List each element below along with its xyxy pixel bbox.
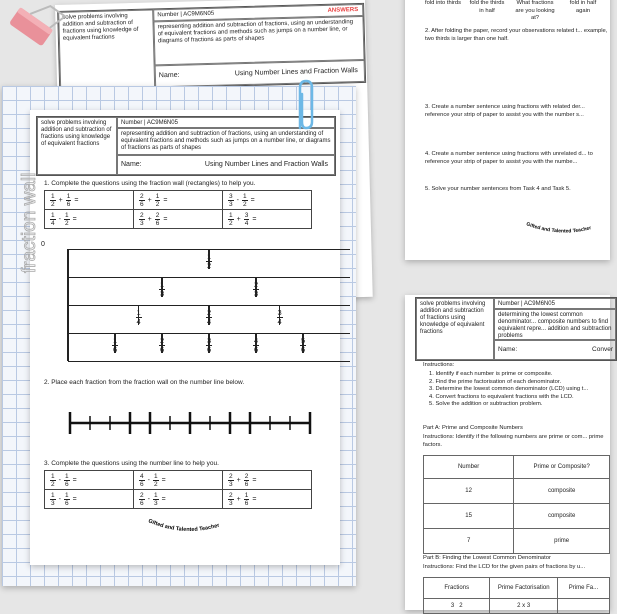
- rtop-q4: 4. Create a number sentence using fractions with unrelated d... to reference your strip of paper to assist you with the numbe...: [425, 151, 593, 165]
- answer-cell[interactable]: prime: [514, 529, 610, 554]
- operator: -: [236, 196, 239, 204]
- fraction: $\frac{2}{3}$: [229, 472, 233, 488]
- wall-label: [205, 337, 213, 354]
- table-row: [45, 471, 312, 490]
- operator: +: [236, 495, 241, 503]
- fraction: $\frac{1}{2}$: [51, 192, 55, 208]
- equals-sign: =: [252, 476, 257, 484]
- wall-zero-label: 0: [41, 241, 45, 248]
- col-number: Number: [424, 456, 514, 479]
- front-name-row: Name: Using Number Lines and Fraction Walls: [117, 155, 335, 175]
- back-title: Using Number Lines and Fraction Walls: [234, 67, 358, 78]
- equation-cell[interactable]: [223, 191, 312, 210]
- wall-fraction: $\frac{2}{6}$: [160, 336, 165, 354]
- fraction: $\frac{1}{6}$: [66, 192, 71, 208]
- fraction: $\frac{1}{2}$: [155, 192, 160, 208]
- front-strand: solve problems involving addition and subtraction of fractions using knowledge of equivalent fractions: [37, 117, 117, 175]
- right-bottom-worksheet: [405, 295, 613, 610]
- rtop-q2: 2. After folding the paper, record your observations related t... example, two thirds is larger than one half.: [425, 28, 608, 42]
- equals-sign: =: [252, 495, 257, 503]
- wall-fraction: $\frac{5}{6}$: [301, 336, 306, 354]
- rbot-partB-instr: Instructions: Find the LCD for the given pairs of fractions by u...: [423, 564, 586, 570]
- fraction: $\frac{1}{6}$: [64, 472, 69, 488]
- fraction: $\frac{1}{3}$: [153, 491, 158, 507]
- fraction: $\frac{2}{6}$: [140, 491, 144, 507]
- rbot-instructions-label: Instructions:: [423, 362, 455, 368]
- instruction-step: 1. Identify if each number is prime or composite.: [429, 371, 553, 377]
- fraction: $\frac{1}{2}$: [153, 472, 158, 488]
- back-strand: solve problems involving addition and subtraction of fractions using knowledge of equivalent fractions: [58, 9, 155, 89]
- equals-sign: =: [163, 196, 168, 204]
- table-row: [45, 210, 312, 229]
- lcd-table: [423, 577, 610, 614]
- right-top-worksheet: [405, 0, 610, 260]
- table-header: [424, 456, 610, 479]
- wall-label: [299, 337, 307, 354]
- wall-row-3: [68, 277, 350, 306]
- pf-cell[interactable]: 2 x 3: [490, 599, 557, 614]
- question-1: 1. Complete the questions using the fraction wall (rectangles) to help you.: [44, 180, 256, 187]
- question-3: 3. Complete the questions using the number line to help you.: [44, 460, 219, 467]
- fraction: $\frac{1}{3}$: [51, 491, 55, 507]
- wall-fraction: $\frac{1}{4}$: [136, 308, 141, 326]
- prime-table: [423, 455, 610, 554]
- table-row: [424, 504, 610, 529]
- fraction: $\frac{3}{3}$: [229, 192, 233, 208]
- back-name-row: Name: Using Number Lines and Fraction Walls: [155, 60, 366, 87]
- fraction: $\frac{3}{4}$: [244, 211, 249, 227]
- col-fold-half: fold the thirds in half: [469, 0, 505, 14]
- equation-cell[interactable]: [134, 471, 223, 490]
- number-line: [60, 408, 320, 438]
- operator: -: [147, 476, 150, 484]
- back-descriptor: representing addition and subtraction of fractions, using an understanding of equivalent fractions and methods such as jumps on a number line, or diagrams of fractions as parts of shapes: [153, 16, 364, 65]
- table-row: [424, 529, 610, 554]
- fraction: $\frac{1}{2}$: [64, 211, 69, 227]
- instruction-step: 3. Determine the lowest common denominator (LCD) using t...: [429, 386, 589, 392]
- fraction: $\frac{1}{6}$: [64, 491, 69, 507]
- wall-fraction: $\frac{1}{3}$: [160, 280, 165, 298]
- col-3: Prime Fa...: [557, 578, 609, 599]
- wall-label: [252, 281, 260, 298]
- col-fold-again: fold in half again: [569, 0, 597, 14]
- instruction-step: 5. Solve the addition or subtraction problem.: [429, 401, 543, 407]
- rtop-q5: 5. Solve your number sentences from Task 4 and Task 5.: [425, 186, 571, 192]
- fraction-table-1: [44, 190, 312, 229]
- rtop-q3: 3. Create a number sentence using fractions with related der... reference your strip of paper to assist you with the number s...: [425, 104, 585, 118]
- equation-cell[interactable]: [134, 191, 223, 210]
- fraction: $\frac{1}{2}$: [229, 211, 233, 227]
- table-header: [424, 578, 610, 599]
- number-cell: 7: [424, 529, 514, 554]
- table-row: [45, 490, 312, 509]
- rbot-partA: Part A: Prime and Composite Numbers: [423, 425, 523, 431]
- wall-fraction: $\frac{2}{4}$: [207, 308, 212, 326]
- fraction: $\frac{2}{3}$: [140, 211, 144, 227]
- operator: +: [147, 215, 152, 223]
- answer-cell[interactable]: composite: [514, 479, 610, 504]
- wall-label: [111, 337, 119, 354]
- equation-cell[interactable]: [134, 210, 223, 229]
- fraction: $\frac{2}{6}$: [140, 192, 144, 208]
- wall-label: [276, 309, 284, 326]
- col-fractions: Fractions: [424, 578, 490, 599]
- binder-clip-icon: [2, 2, 82, 62]
- equals-sign: =: [163, 215, 168, 223]
- rbot-name-row: Name: Conver: [494, 340, 616, 360]
- equals-sign: =: [250, 196, 255, 204]
- svg-text:Gifted and Talented Teacher: Gifted and Talented Teacher: [525, 222, 592, 235]
- wall-row-6: [68, 333, 350, 362]
- operator: +: [236, 215, 241, 223]
- rbot-steps: [429, 371, 614, 409]
- paperclip-icon: [292, 78, 318, 134]
- equation-cell[interactable]: [223, 490, 312, 509]
- fraction: $\frac{1}{2}$: [51, 472, 55, 488]
- operator: -: [58, 476, 61, 484]
- equation-cell[interactable]: [223, 210, 312, 229]
- rbot-number-label: Number | AC9M6N05: [494, 298, 616, 309]
- table-row: [45, 191, 312, 210]
- fraction-table-3: [44, 470, 312, 509]
- equals-sign: =: [161, 495, 166, 503]
- operator: -: [147, 495, 150, 503]
- equation-cell[interactable]: [45, 471, 134, 490]
- equals-sign: =: [252, 215, 257, 223]
- svg-text:fraction wall: fraction wall: [19, 172, 40, 273]
- equation-cell[interactable]: [45, 191, 134, 210]
- wall-fraction: $\frac{1}{2}$: [207, 252, 212, 270]
- footer-text: Gifted and Talented Teacher: [147, 518, 221, 534]
- col-fold-thirds: fold into thirds: [424, 0, 462, 6]
- front-title: Using Number Lines and Fraction Walls: [204, 161, 328, 168]
- table-row: [424, 599, 610, 614]
- wall-fraction: $\frac{1}{6}$: [113, 336, 118, 354]
- rbot-strand: solve problems involving addition and subtraction of fractions using knowledge of equivalent fractions: [416, 298, 494, 360]
- wall-fraction: $\frac{3}{4}$: [277, 308, 282, 326]
- rtop-footer-logo: [520, 222, 610, 242]
- front-number-label: Number | AC9M6N05: [117, 117, 335, 128]
- instruction-step: 4. Convert fractions to equivalent fractions with the LCD.: [429, 393, 574, 400]
- operator: -: [58, 495, 61, 503]
- answers-badge: ANSWERS: [327, 7, 359, 14]
- wall-label: [205, 309, 213, 326]
- wall-fraction: $\frac{4}{6}$: [254, 336, 259, 354]
- operator: +: [58, 196, 63, 204]
- wall-fraction: $\frac{2}{3}$: [254, 280, 259, 298]
- col-fractions: What fractions are you looking at?: [515, 0, 555, 21]
- operator: +: [147, 196, 152, 204]
- fraction: $\frac{1}{2}$: [242, 192, 247, 208]
- equals-sign: =: [72, 495, 77, 503]
- wall-label: [158, 281, 166, 298]
- wall-label: [135, 309, 143, 326]
- svg-text:Gifted and Talented Teacher: [147, 518, 221, 533]
- number-cell: 15: [424, 504, 514, 529]
- fractions-cell: 3 2: [424, 599, 490, 614]
- rbot-partB: Part B: Finding the Lowest Common Denominator: [423, 555, 551, 561]
- fraction: $\frac{1}{4}$: [51, 211, 55, 227]
- rbot-partA-instr: Instructions: Identify if the following numbers are prime or com... prime factors.: [423, 434, 604, 448]
- pf2-cell[interactable]: [557, 599, 609, 614]
- wall-label: [252, 337, 260, 354]
- back-number-label: Number | AC9M6N05 ANSWERS: [153, 4, 363, 21]
- equals-sign: =: [161, 476, 166, 484]
- back-header: [57, 3, 366, 91]
- footer-logo: [140, 518, 240, 543]
- wall-fraction: $\frac{3}{6}$: [207, 336, 212, 354]
- equals-sign: =: [72, 476, 77, 484]
- equals-sign: =: [72, 215, 77, 223]
- rbot-descriptor: determining the lowest common denominator... composite numbers to find equivalent repre... addition and subtraction problems: [494, 309, 616, 340]
- table-row: [424, 479, 610, 504]
- fraction: $\frac{2}{6}$: [155, 211, 160, 227]
- wall-bottom-line: [68, 361, 350, 362]
- number-cell: 12: [424, 479, 514, 504]
- col-prime: Prime or Composite?: [514, 456, 610, 479]
- wall-row-4: [68, 305, 350, 334]
- wall-left-edge: [67, 249, 69, 361]
- rbot-header: [415, 297, 617, 361]
- operator: -: [58, 215, 61, 223]
- instruction-step: 2. Find the prime factorisation of each denominator.: [429, 378, 562, 385]
- fraction: $\frac{2}{3}$: [229, 491, 233, 507]
- wall-label: [158, 337, 166, 354]
- answer-cell[interactable]: composite: [514, 504, 610, 529]
- fraction: $\frac{1}{6}$: [244, 491, 249, 507]
- equation-cell[interactable]: [134, 490, 223, 509]
- col-pf: Prime Factorisation: [490, 578, 557, 599]
- wall-label: [205, 253, 213, 270]
- front-header: [36, 116, 336, 176]
- fraction-wall-title: [20, 125, 40, 275]
- question-2: 2. Place each fraction from the fraction wall on the number line below.: [44, 379, 245, 386]
- fraction: $\frac{2}{6}$: [244, 472, 249, 488]
- front-descriptor: representing addition and subtraction of fractions, using an understanding of equivalent fractions and methods such as jumps on a number line, or diagrams of fractions as parts of shapes: [117, 128, 335, 155]
- equation-cell[interactable]: [223, 471, 312, 490]
- equals-sign: =: [74, 196, 79, 204]
- operator: +: [236, 476, 241, 484]
- wall-row-2: [68, 249, 350, 278]
- equation-cell[interactable]: [45, 490, 134, 509]
- fraction: $\frac{4}{6}$: [140, 472, 144, 488]
- equation-cell[interactable]: [45, 210, 134, 229]
- front-worksheet: [30, 110, 340, 565]
